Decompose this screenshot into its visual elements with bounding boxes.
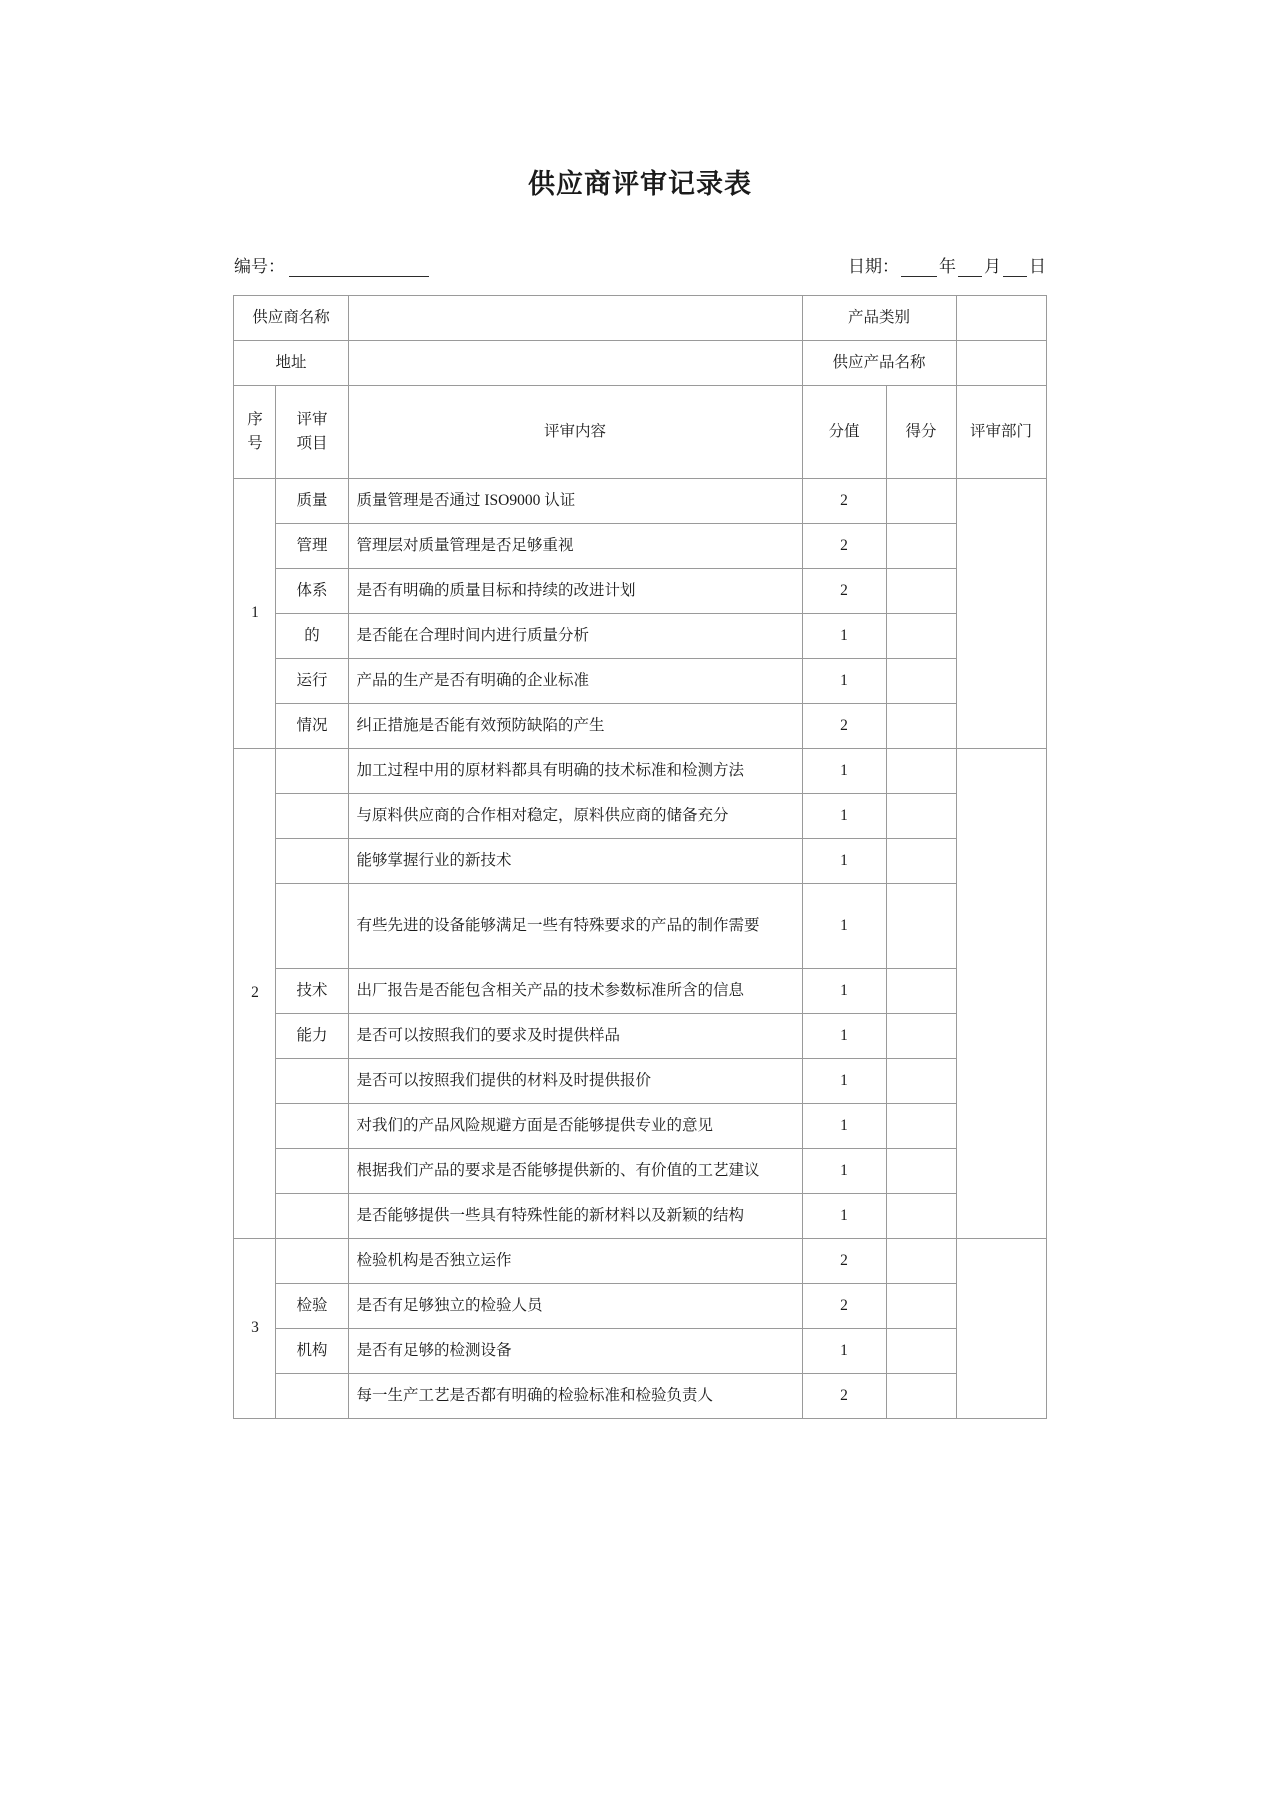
criterion-content: 产品的生产是否有明确的企业标准 (348, 659, 802, 704)
criterion-got[interactable] (886, 839, 956, 884)
criterion-score: 1 (802, 1194, 886, 1239)
criterion-got[interactable] (886, 704, 956, 749)
table-row (234, 884, 1046, 969)
section-item-2-3 (276, 884, 348, 969)
table-row (234, 1374, 1046, 1419)
section-item-1-4: 运行 (276, 659, 348, 704)
info-value-0[interactable] (348, 296, 802, 341)
table-row (234, 1284, 1046, 1329)
date-field[interactable] (848, 252, 1046, 277)
number-blank[interactable] (289, 259, 429, 277)
date-year-blank[interactable] (901, 259, 937, 277)
criterion-content: 检验机构是否独立运作 (348, 1239, 802, 1284)
info-row (234, 296, 1046, 341)
criterion-content: 加工过程中用的原材料都具有明确的技术标准和检测方法 (348, 749, 802, 794)
criterion-content: 对我们的产品风险规避方面是否能够提供专业的意见 (348, 1104, 802, 1149)
criterion-content: 是否有足够的检测设备 (348, 1329, 802, 1374)
criterion-content: 有些先进的设备能够满足一些有特殊要求的产品的制作需要 (348, 884, 802, 969)
header-dept: 评审部门 (956, 386, 1046, 479)
header-content: 评审内容 (348, 386, 802, 479)
date-month-unit: 月 (984, 257, 1001, 277)
section-item-1-5: 情况 (276, 704, 348, 749)
number-field[interactable] (234, 252, 429, 277)
table-row (234, 524, 1046, 569)
section-item-2-6 (276, 1059, 348, 1104)
criterion-content: 能够掌握行业的新技术 (348, 839, 802, 884)
section-item-2-4: 技术 (276, 969, 348, 1014)
table-row (234, 1014, 1046, 1059)
criterion-content: 每一生产工艺是否都有明确的检验标准和检验负责人 (348, 1374, 802, 1419)
criterion-got[interactable] (886, 479, 956, 524)
table-row (234, 704, 1046, 749)
table-row (234, 749, 1046, 794)
criterion-content: 根据我们产品的要求是否能够提供新的、有价值的工艺建议 (348, 1149, 802, 1194)
criterion-score: 1 (802, 794, 886, 839)
table-row (234, 969, 1046, 1014)
criterion-score: 2 (802, 1284, 886, 1329)
criterion-score: 2 (802, 569, 886, 614)
table-row (234, 1329, 1046, 1374)
criterion-score: 2 (802, 1374, 886, 1419)
section-item-2-7 (276, 1104, 348, 1149)
info-value-1[interactable] (348, 341, 802, 386)
criterion-got[interactable] (886, 749, 956, 794)
section-item-1-2: 体系 (276, 569, 348, 614)
criterion-score: 1 (802, 969, 886, 1014)
date-day-unit: 日 (1029, 257, 1046, 277)
criterion-score: 1 (802, 659, 886, 704)
section-item-1-1: 管理 (276, 524, 348, 569)
section-item-2-8 (276, 1149, 348, 1194)
table-row (234, 1194, 1046, 1239)
criterion-score: 1 (802, 1014, 886, 1059)
section-item-3-0 (276, 1239, 348, 1284)
section-item-1-0: 质量 (276, 479, 348, 524)
table-row (234, 839, 1046, 884)
criterion-got[interactable] (886, 1014, 956, 1059)
criterion-score: 1 (802, 884, 886, 969)
criterion-content: 是否可以按照我们提供的材料及时提供报价 (348, 1059, 802, 1104)
criterion-got[interactable] (886, 524, 956, 569)
table-row (234, 794, 1046, 839)
criterion-score: 1 (802, 1149, 886, 1194)
criterion-score: 1 (802, 839, 886, 884)
criterion-score: 1 (802, 614, 886, 659)
table-row (234, 1239, 1046, 1284)
section-item-2-5: 能力 (276, 1014, 348, 1059)
section-item-2-1 (276, 794, 348, 839)
review-form-table (233, 295, 1046, 1419)
criterion-got[interactable] (886, 1329, 956, 1374)
date-year-unit: 年 (939, 257, 956, 277)
header-score: 分值 (802, 386, 886, 479)
section-dept-3[interactable] (956, 1239, 1046, 1419)
criterion-got[interactable] (886, 569, 956, 614)
table-row (234, 614, 1046, 659)
section-seq-2: 2 (234, 749, 276, 1239)
criterion-got[interactable] (886, 1059, 956, 1104)
criterion-content: 出厂报告是否能包含相关产品的技术参数标准所含的信息 (348, 969, 802, 1014)
meta-row (234, 200, 1046, 277)
criterion-content: 质量管理是否通过 ISO9000 认证 (348, 479, 802, 524)
criterion-score: 2 (802, 524, 886, 569)
criterion-got[interactable] (886, 614, 956, 659)
criterion-score: 2 (802, 1239, 886, 1284)
criterion-got[interactable] (886, 1194, 956, 1239)
criterion-score: 2 (802, 704, 886, 749)
criterion-content: 是否可以按照我们的要求及时提供样品 (348, 1014, 802, 1059)
criterion-got[interactable] (886, 1374, 956, 1419)
info-row (234, 341, 1046, 386)
criterion-got[interactable] (886, 1284, 956, 1329)
criterion-got[interactable] (886, 1149, 956, 1194)
date-label: 日期： (848, 257, 899, 277)
table-row (234, 1104, 1046, 1149)
info-label-0: 供应商名称 (234, 296, 348, 341)
info-label-1: 地址 (234, 341, 348, 386)
criterion-got[interactable] (886, 659, 956, 704)
date-day-blank[interactable] (1003, 259, 1027, 277)
section-item-2-0 (276, 749, 348, 794)
criterion-score: 1 (802, 1329, 886, 1374)
table-row (234, 1149, 1046, 1194)
header-seq: 序 号 (234, 386, 276, 479)
page-title: 供应商评审记录表 (528, 169, 752, 199)
criterion-score: 2 (802, 479, 886, 524)
criterion-got[interactable] (886, 794, 956, 839)
criterion-got[interactable] (886, 969, 956, 1014)
table-row (234, 1059, 1046, 1104)
header-item: 评审 项目 (276, 386, 348, 479)
criterion-content: 是否能够提供一些具有特殊性能的新材料以及新颖的结构 (348, 1194, 802, 1239)
criterion-content: 纠正措施是否能有效预防缺陷的产生 (348, 704, 802, 749)
section-dept-2[interactable] (956, 749, 1046, 1239)
section-item-1-3: 的 (276, 614, 348, 659)
number-label: 编号： (234, 257, 285, 277)
criterion-content: 是否有明确的质量目标和持续的改进计划 (348, 569, 802, 614)
criterion-content: 与原料供应商的合作相对稳定，原料供应商的储备充分 (348, 794, 802, 839)
table-header-row (234, 386, 1046, 479)
section-seq-3: 3 (234, 1239, 276, 1419)
criterion-score: 1 (802, 1059, 886, 1104)
section-item-2-2 (276, 839, 348, 884)
section-item-3-3 (276, 1374, 348, 1419)
date-month-blank[interactable] (958, 259, 982, 277)
info-right-value-0[interactable] (956, 296, 1046, 341)
table-row (234, 659, 1046, 704)
info-right-value-1[interactable] (956, 341, 1046, 386)
criterion-got[interactable] (886, 1239, 956, 1284)
criterion-content: 是否能在合理时间内进行质量分析 (348, 614, 802, 659)
section-dept-1[interactable] (956, 479, 1046, 749)
criterion-score: 1 (802, 1104, 886, 1149)
table-row (234, 479, 1046, 524)
criterion-content: 管理层对质量管理是否足够重视 (348, 524, 802, 569)
header-got: 得分 (886, 386, 956, 479)
info-right-label-0: 产品类别 (802, 296, 956, 341)
criterion-content: 是否有足够独立的检验人员 (348, 1284, 802, 1329)
criterion-got[interactable] (886, 1104, 956, 1149)
section-item-2-9 (276, 1194, 348, 1239)
criterion-got[interactable] (886, 884, 956, 969)
section-item-3-1: 检验 (276, 1284, 348, 1329)
section-item-3-2: 机构 (276, 1329, 348, 1374)
table-row (234, 569, 1046, 614)
section-seq-1: 1 (234, 479, 276, 749)
info-right-label-1: 供应产品名称 (802, 341, 956, 386)
criterion-score: 1 (802, 749, 886, 794)
